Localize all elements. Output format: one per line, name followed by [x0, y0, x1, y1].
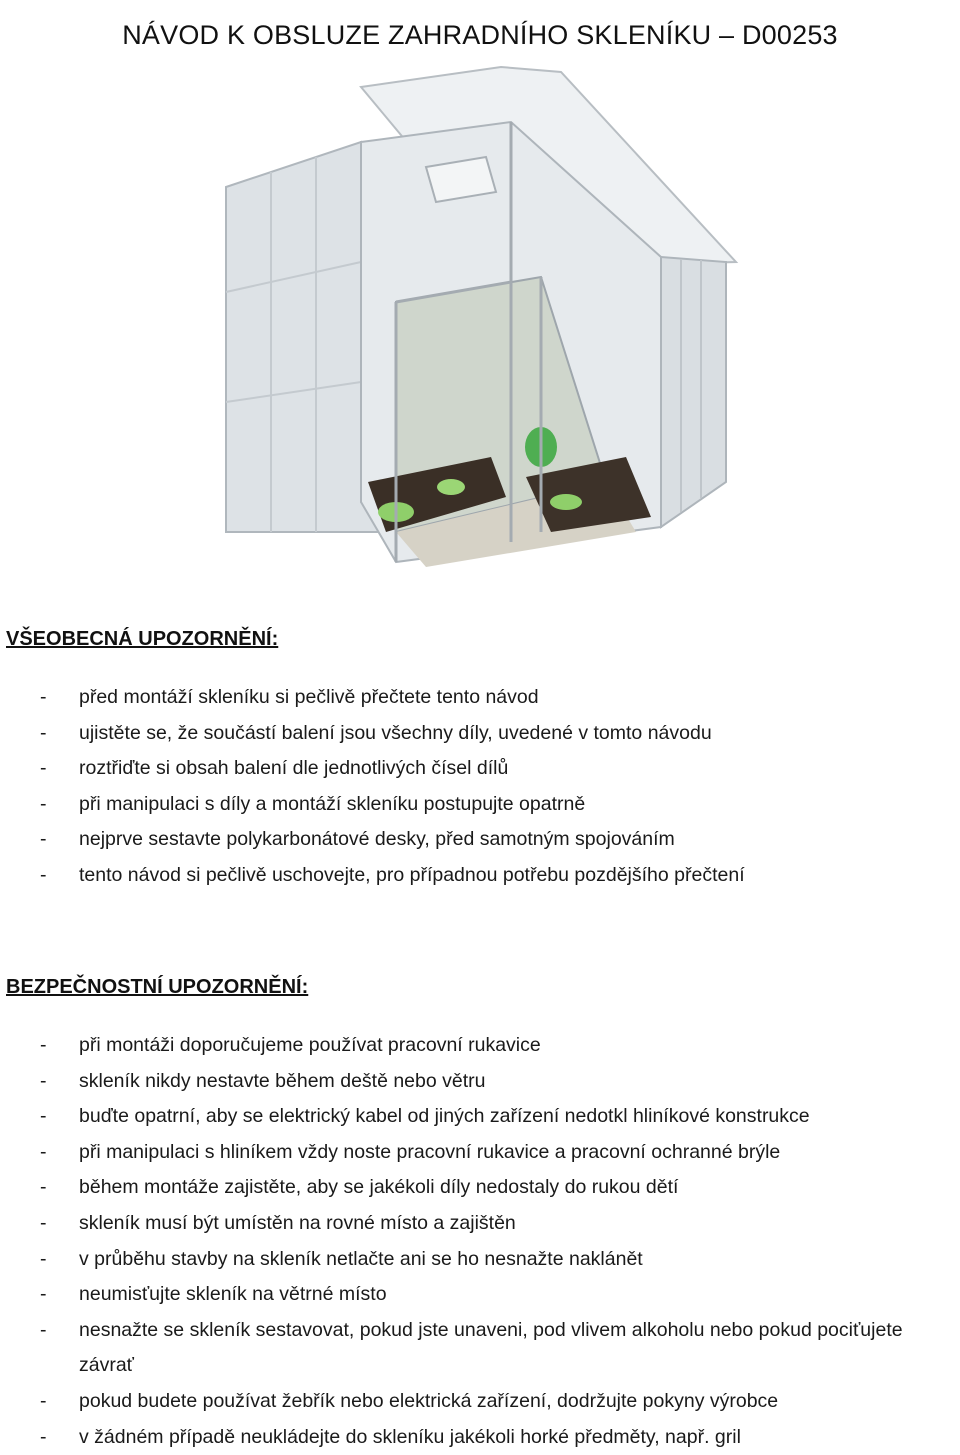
greenhouse-photo [96, 62, 796, 592]
safety-warnings-heading: BEZPEČNOSTNÍ UPOZORNĚNÍ: [6, 976, 309, 998]
list-item: - při montáži doporučujeme používat pracovní rukavice [40, 1034, 541, 1056]
list-item: - v žádném případě neukládejte do skleníku jakékoli horké předměty, např. gril [40, 1425, 741, 1448]
list-item: - ujistěte se, že součástí balení jsou všechny díly, uvedené v tomto návodu [40, 721, 712, 744]
list-item: - pokud budete používat žebřík nebo elektrická zařízení, dodržujte pokyny výrobce [40, 1389, 779, 1412]
list-item: - skleník nikdy nestavte během deště nebo větru [40, 1069, 486, 1092]
list-item: - tento návod si pečlivě uschovejte, pro případnou potřebu pozdějšího přečtení [40, 863, 745, 886]
list-item: - nejprve sestavte polykarbonátové desky, před samotným spojováním [40, 828, 675, 851]
list-item: - před montáží skleníku si pečlivě přečtete tento návod [40, 686, 539, 708]
general-warnings-heading: VŠEOBECNÁ UPOZORNĚNÍ: [6, 628, 279, 650]
list-item: - nesnažte se skleník sestavovat, pokud jste unaveni, pod vlivem alkoholu nebo pokud pociťujete závrať [40, 1318, 903, 1377]
list-item: - skleník musí být umístěn na rovné místo a zajištěn [40, 1211, 516, 1234]
list-item: - při manipulaci s hliníkem vždy noste pracovní rukavice a pracovní ochranné brýle [40, 1140, 781, 1163]
general-warnings-list [0, 680, 960, 894]
list-item: - při manipulaci s díly a montáží skleníku postupujte opatrně [40, 792, 586, 815]
list-item: - v průběhu stavby na skleník netlačte ani se ho nesnažte naklánět [40, 1247, 643, 1270]
list-item: - buďte opatrní, aby se elektrický kabel od jiných zařízení nedotkl hliníkové konstrukce [40, 1105, 810, 1128]
safety-warnings-list [0, 1028, 960, 1455]
list-item: - roztřiďte si obsah balení dle jednotlivých čísel dílů [40, 757, 509, 780]
page-title: NÁVOD K OBSLUZE ZAHRADNÍHO SKLENÍKU – D00253 [122, 20, 838, 51]
list-item: - během montáže zajistěte, aby se jakékoli díly nedostaly do rukou dětí [40, 1176, 679, 1199]
list-item: - neumisťujte skleník na větrné místo [40, 1283, 387, 1306]
